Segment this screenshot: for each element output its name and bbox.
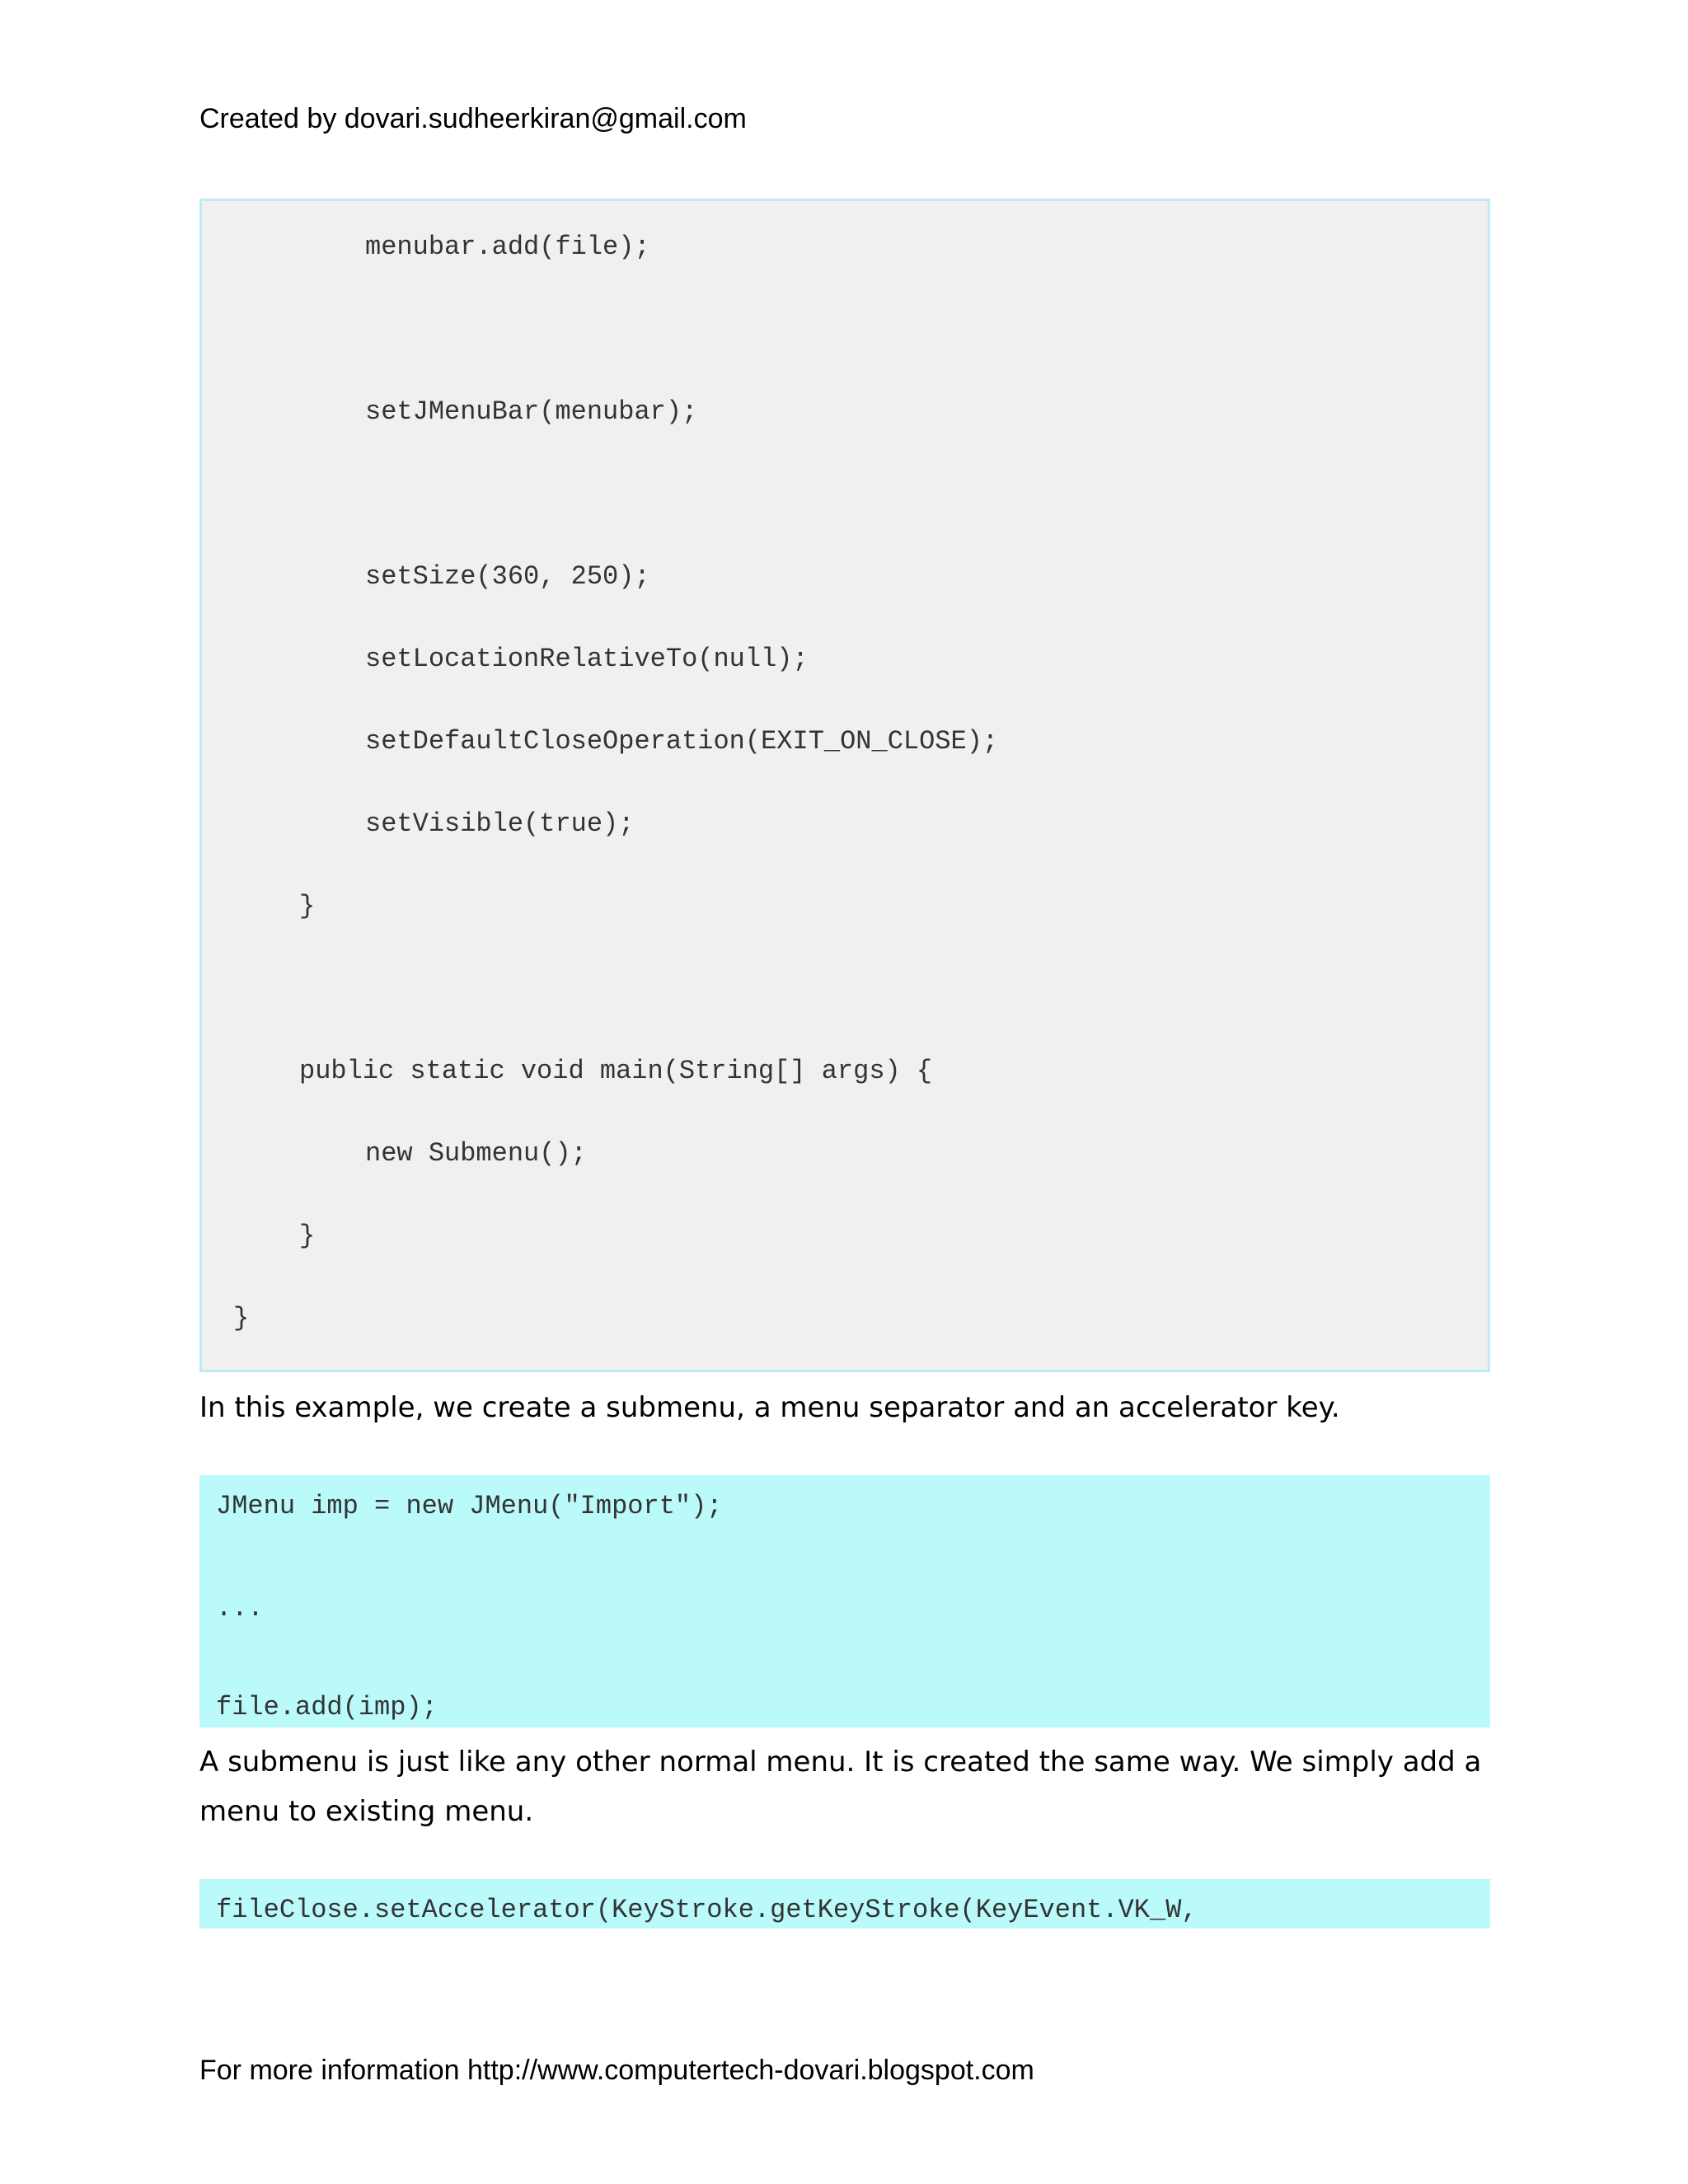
code-line: setLocationRelativeTo(null);	[365, 644, 809, 674]
code-line: JMenu imp = new JMenu("Import");	[216, 1491, 723, 1521]
code-line: setVisible(true);	[365, 808, 635, 839]
page-header: Created by dovari.sudheerkiran@gmail.com	[199, 103, 747, 134]
code-block	[199, 199, 1490, 1372]
code-line: setSize(360, 250);	[365, 561, 650, 592]
code-snippet-accelerator	[199, 1879, 1490, 1929]
code-line: setJMenuBar(menubar);	[365, 396, 698, 427]
code-line: }	[233, 1303, 250, 1333]
code-snippet-import	[199, 1475, 1490, 1727]
code-line: ...	[216, 1593, 264, 1624]
paragraph-intro: In this example, we create a submenu, a menu separator and an accelerator key.	[199, 1391, 1340, 1424]
paragraph-submenu: A submenu is just like any other normal menu. It is created the same way. We simply add a menu to existing menu.	[199, 1746, 1482, 1828]
code-line: setDefaultCloseOperation(EXIT_ON_CLOSE);	[365, 726, 999, 757]
code-line: fileClose.setAccelerator(KeyStroke.getKeyStroke(KeyEvent.VK_W,	[216, 1895, 1198, 1925]
code-line: public static void main(String[] args) {	[299, 1056, 933, 1086]
code-line: }	[299, 891, 316, 921]
code-line: }	[299, 1221, 316, 1251]
code-line: menubar.add(file);	[365, 232, 650, 262]
code-line: file.add(imp);	[216, 1692, 438, 1722]
page-footer: For more information http://www.computertech-dovari.blogspot.com	[199, 2055, 1034, 2086]
code-line: new Submenu();	[365, 1138, 587, 1169]
